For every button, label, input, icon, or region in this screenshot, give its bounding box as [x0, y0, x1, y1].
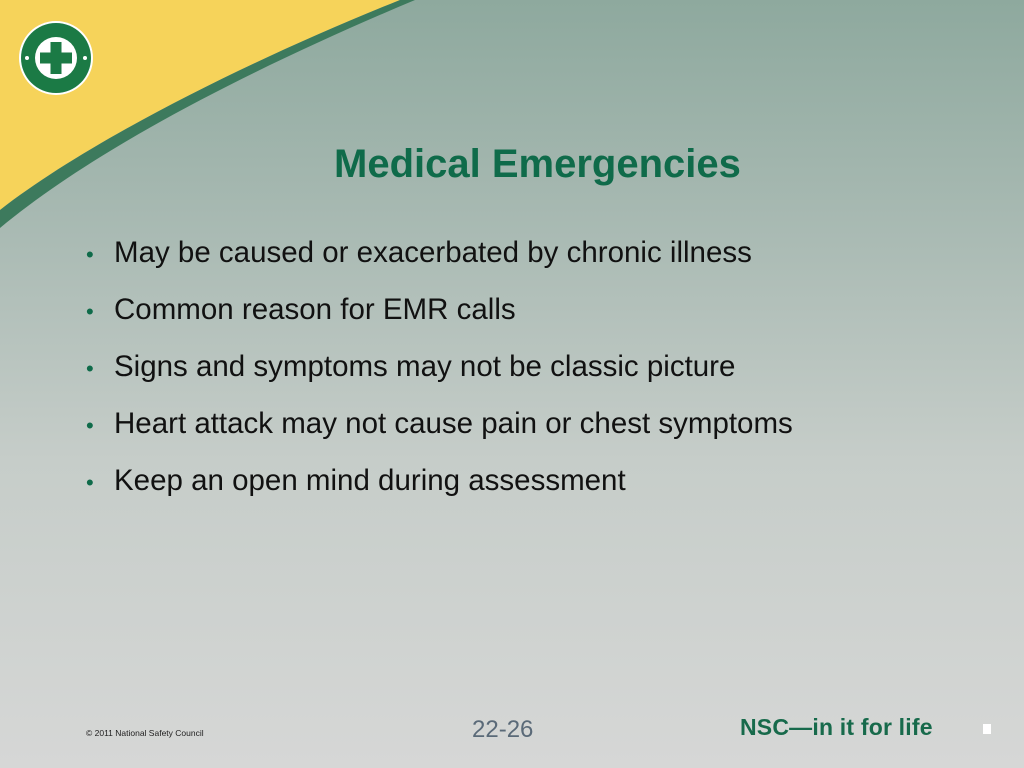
bullet-text: Heart attack may not cause pain or chest symptoms: [114, 407, 793, 440]
bullet-item: [86, 407, 793, 464]
bullet-item: [86, 350, 793, 407]
bullet-dot: •: [86, 356, 94, 381]
page-number: 22-26: [472, 716, 534, 743]
slide-title: Medical Emergencies: [334, 142, 741, 186]
bullet-dot: •: [86, 470, 94, 495]
bullet-dot: •: [86, 299, 94, 324]
bullet-text: Common reason for EMR calls: [114, 293, 516, 326]
bullet-text: May be caused or exacerbated by chronic illness: [114, 236, 752, 269]
copyright-notice: © 2011 National Safety Council: [86, 728, 204, 738]
trademark-mark: [983, 724, 991, 734]
bullet-item: [86, 236, 793, 293]
bullet-dot: •: [86, 242, 94, 267]
bullet-dot: •: [86, 413, 94, 438]
bullet-list: [86, 236, 793, 521]
bullet-text: Signs and symptoms may not be classic picture: [114, 350, 736, 383]
nsc-tagline-logo: NSC—in it for life: [740, 714, 933, 740]
bullet-item: [86, 293, 793, 350]
bullet-text: Keep an open mind during assessment: [114, 464, 626, 497]
bullet-item: [86, 464, 793, 521]
national-safety-council-seal-icon: [18, 20, 94, 96]
